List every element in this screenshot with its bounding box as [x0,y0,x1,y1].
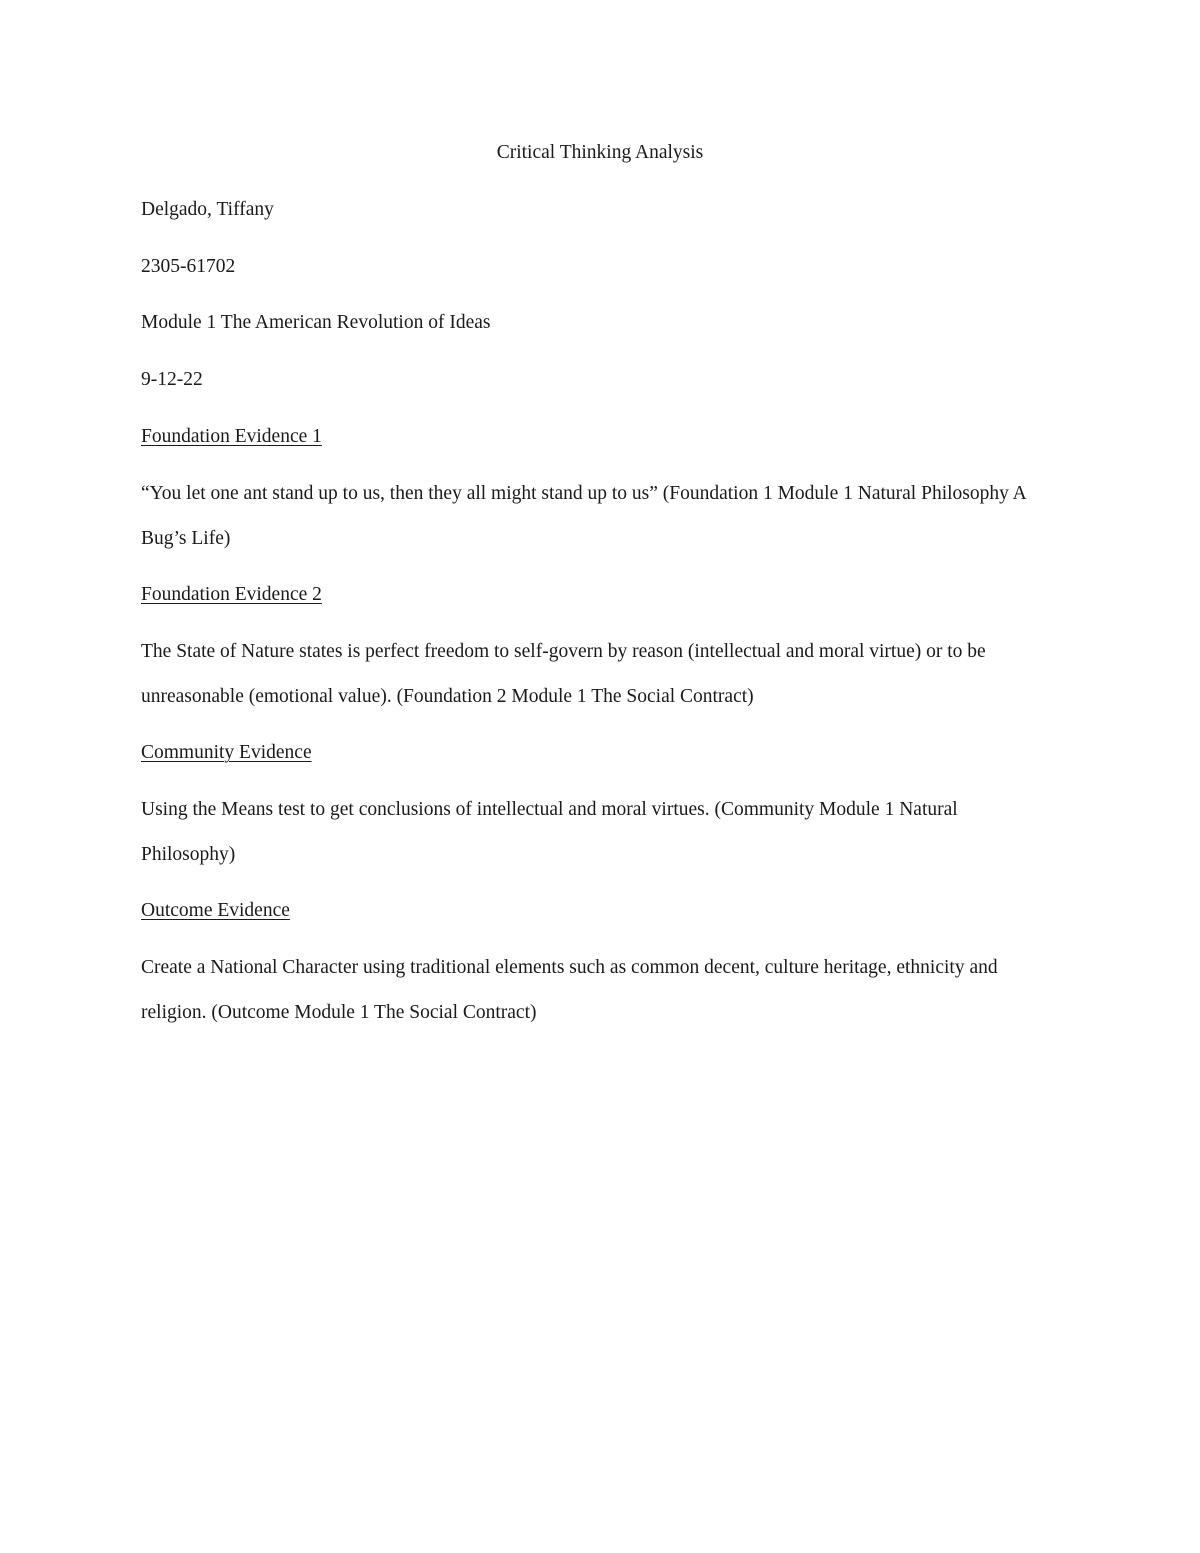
author-name: Delgado, Tiffany [141,199,274,220]
section-heading-community: Community Evidence [141,742,312,763]
course-number: 2305-61702 [141,256,236,277]
section-body-foundation-2: The State of Nature states is perfect freedom to self-govern by reason (intellectual and moral virtue) or to be unreasonable (emotional value). (Foundation 2 Module 1 The Social Contract) [141,641,986,707]
section-heading-foundation-1: Foundation Evidence 1 [141,426,322,447]
module-title: Module 1 The American Revolution of Ideas [141,312,491,333]
section-body-outcome: Create a National Character using traditional elements such as common decent, culture heritage, ethnicity and religion. (Outcome Module 1 The Social Contract) [141,957,998,1023]
document-title: Critical Thinking Analysis [496,142,704,163]
section-body-foundation-1: “You let one ant stand up to us, then they all might stand up to us” (Foundation 1 Module 1 Natural Philosophy A Bug’s Life) [141,483,1026,549]
section-heading-foundation-2: Foundation Evidence 2 [141,584,322,605]
document-date: 9-12-22 [141,369,203,390]
section-body-community: Using the Means test to get conclusions of intellectual and moral virtues. (Community Module 1 Natural Philosophy) [141,799,958,865]
section-heading-outcome: Outcome Evidence [141,900,290,921]
